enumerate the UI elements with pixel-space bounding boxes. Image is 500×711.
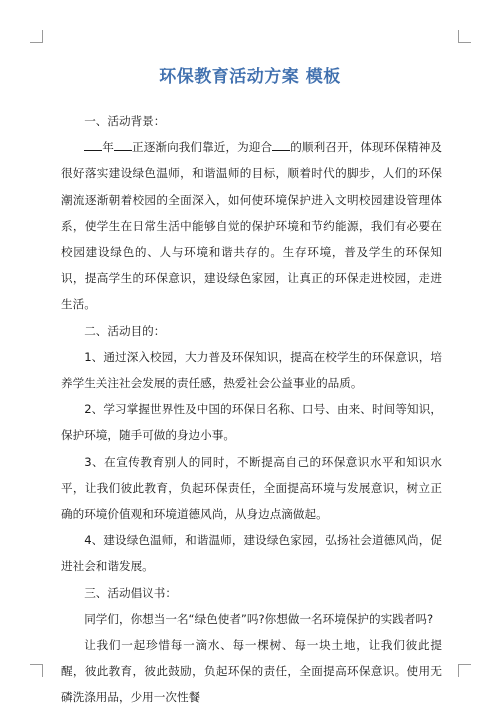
document-body	[61, 108, 442, 711]
crop-mark-bottom-right	[458, 664, 471, 677]
background-text-part3: 的顺利召开，体现环保精神及很好落实建设绿色温师，和谐温师的目标，顺着时代的脚步，人们的环保潮流逐渐朝着校园的全面深入，如何使环境保护进入文明校园建设管理体系，使学生在日常生活中能够自觉的保护环境和节约能源，我们有必要在校园建设绿色的、人与环境和谐共存的。生存环境，普及学生的环保知识，提高学生的环保意识，建设绿色家园，让真正的环保走进校园，走进生活。	[61, 140, 442, 312]
purpose-item: 1、通过深入校园，大力普及环保知识，提高在校学生的环保意识，培养学生关注社会发展的责任感，热爱社会公益事业的品质。	[61, 349, 442, 391]
purpose-item: 2、学习掌握世界性及中国的环保日名称、口号、由来、时间等知识，保护环境，随手可做的身边小事。	[61, 402, 442, 443]
crop-mark-top-left	[30, 30, 43, 43]
background-paragraph	[61, 134, 442, 317]
crop-mark-bottom-left	[30, 664, 43, 677]
proposal-paragraph: 同学们，你想当一名“绿色使者”吗?你想做一名环境保护的实践者吗?	[84, 611, 434, 626]
crop-mark-top-right	[458, 30, 471, 43]
background-text-part2: 正逐渐向我们靠近，为迎合	[131, 140, 273, 155]
fill-in-blank	[84, 138, 102, 151]
section-heading-background: 一、活动背景：	[84, 114, 166, 128]
section-heading-proposal: 三、活动倡议书：	[84, 585, 177, 600]
fill-in-blank	[114, 138, 132, 151]
background-text-part1: 年	[102, 140, 114, 155]
purpose-item: 3、在宣传教育别人的同时，不断提高自己的环保意识水平和知识水平，让我们彼此教育，负起环保责任，全面提高环境与发展意识，树立正确的环境价值观和环境道德风尚，从身边点滴做起。	[61, 454, 442, 522]
section-heading-purpose: 二、活动目的：	[84, 323, 166, 338]
purpose-item: 4、建设绿色温师，和谐温师，建设绿色家园，弘扬社会道德风尚，促进社会和谐发展。	[61, 533, 442, 574]
proposal-paragraph: 让我们一起珍惜每一滴水、每一棵树、每一块土地，让我们彼此提醒，彼此教育，彼此鼓励，负起环保的责任，全面提高环保意识。使用无磷洗涤用品，少用一次性餐	[61, 638, 442, 705]
fill-in-blank	[272, 138, 290, 151]
document-title: 环保教育活动方案 模板	[159, 67, 341, 87]
